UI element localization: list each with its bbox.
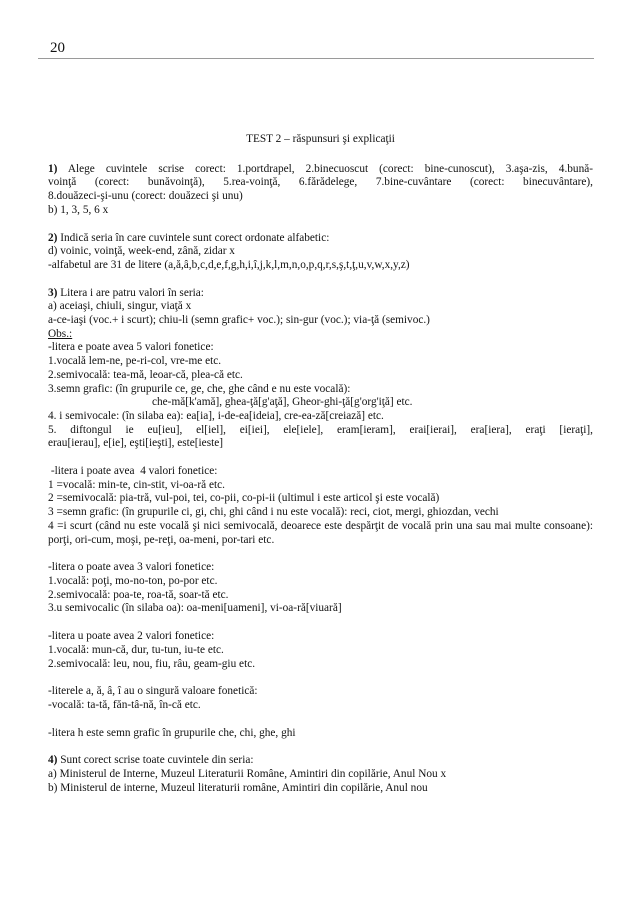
e-values-line: 3.semn grafic: (în grupurile ce, ge, che, ghe când e nu este vocală):	[48, 382, 351, 395]
other-values-line: -vocală: ta-tă, făn-tâ-nă, în-că etc.	[48, 698, 201, 711]
q3-answer: a) aceiaşi, chiuli, singur, viaţă x	[48, 300, 192, 313]
page-number: 20	[50, 40, 65, 56]
o-values-line: 1.vocală: poţi, mo-no-ton, po-por etc.	[48, 574, 218, 587]
i-values-block	[48, 465, 593, 547]
other-values-line: -literele a, ă, â, î au o singură valoare fonetică:	[48, 685, 258, 698]
q2-line-1: 2) Indică seria în care cuvintele sunt corect ordonate alfabetic:	[48, 231, 330, 244]
u-values-block	[48, 630, 593, 671]
q3-syllables: a-ce-iaşi (voc.+ i scurt); chiu-li (semn grafic+ voc.); sin-gur (voc.); via-ţă (semivoc.)	[48, 314, 430, 327]
i-values-line: -litera i poate avea 4 valori fonetice:	[48, 465, 218, 478]
q1-line-1: 1) Alege cuvintele scrise corect: 1.portdrapel, 2.binecuoscut (corect: bine-cunoscut), 3.aşa-zis, 4.bună-	[48, 162, 593, 175]
header-rule	[38, 58, 594, 59]
q1-line-3: 8.douăzeci-şi-unu (corect: douăzeci şi unu)	[48, 190, 243, 203]
q1-line-2: voinţă (corect: bunăvoinţă), 5.rea-voinţă, 6.fărădelege, 7.bine-cuvântare (corect: binecuvântare),	[48, 176, 593, 189]
i-values-line: 2 =semivocală: pia-tră, vul-poi, tei, co-pii, co-pi-ii (ultimul i este articol şi este vocală)	[48, 492, 440, 505]
e-values-line: 1.vocală lem-ne, pe-ri-col, vre-me etc.	[48, 355, 222, 368]
i-values-line: 4 =i scurt (când nu este vocală şi nici semivocală, deoarece este despărţit de vocală prin una sau mai multe consoane): porţi, ori-cum, moşi, pe-reţi, oa-meni, por-tari etc.	[48, 519, 593, 546]
o-values-line: 2.semivocală: poa-te, roa-tă, soar-tă etc.	[48, 588, 229, 601]
other-values-block	[48, 685, 593, 712]
u-values-line: -litera u poate avea 2 valori fonetice:	[48, 630, 215, 643]
e-values-line: 4. i semivocale: (în silaba ea): ea[ia], i-de-ea[ideia], cre-ea-ză[creiază] etc.	[48, 409, 384, 422]
e-values-line: erau[ierau], e[ie], eşti[ieşti], este[ieste]	[48, 437, 224, 450]
o-values-line: 3.u semivocalic (în silaba oa): oa-meni[uameni], vi-oa-ră[viuară]	[48, 602, 342, 615]
e-values-line: 2.semivocală: tea-mă, leoar-că, plea-că etc.	[48, 368, 243, 381]
q3-line-1: 3) Litera i are patru valori în seria:	[48, 286, 204, 299]
document-body	[48, 133, 593, 809]
q2-alphabet-note: -alfabetul are 31 de litere (a,ă,â,b,c,d,e,f,g,h,i,î,j,k,l,m,n,o,p,q,r,s,ş,t,ţ,u,v,w,x,y,z)	[48, 258, 410, 271]
e-values-line: -litera e poate avea 5 valori fonetice:	[48, 341, 214, 354]
q1-answer: b) 1, 3, 5, 6 x	[48, 203, 109, 216]
e-values-line: che-mă[k'amă], ghea-ţă[g'aţă], Gheor-ghi-ţă[g'org'iţă] etc.	[152, 396, 413, 409]
q4-option-b: b) Ministerul de interne, Muzeul literaturii române, Amintiri din copilărie, Anul nou	[48, 781, 428, 794]
question-2	[48, 232, 593, 273]
i-values-line: 3 =semn grafic: (în grupurile ci, gi, chi, ghi când i nu este vocală): reci, ciot, mergi, ghiozdan, vechi	[48, 506, 499, 519]
h-value-block	[48, 727, 593, 741]
o-values-line: -litera o poate avea 3 valori fonetice:	[48, 561, 215, 574]
u-values-line: 1.vocală: mun-că, dur, tu-tun, iu-te etc.	[48, 643, 224, 656]
q4-option-a: a) Ministerul de Interne, Muzeul Literaturii Române, Amintiri din copilărie, Anul Nou x	[48, 768, 447, 781]
question-1	[48, 163, 593, 218]
document-title: TEST 2 – răspunsuri şi explicaţii	[246, 133, 395, 145]
i-values-line: 1 =vocală: min-te, cin-stit, vi-oa-ră etc.	[48, 478, 226, 491]
question-4	[48, 754, 593, 795]
o-values-block	[48, 561, 593, 616]
question-3	[48, 287, 593, 451]
h-value-line: -litera h este semn grafic în grupurile che, chi, ghe, ghi	[48, 726, 296, 739]
q2-answer: d) voinic, voinţă, week-end, zână, zidar x	[48, 245, 235, 258]
u-values-line: 2.semivocală: leu, nou, fiu, râu, geam-giu etc.	[48, 657, 256, 670]
q4-line-1: 4) Sunt corect scrise toate cuvintele din seria:	[48, 754, 254, 767]
e-values-line: 5. diftongul ie eu[ieu], el[iel], ei[iei], ele[iele], eram[ieram], erai[ierai], era[iera], eraţi [ieraţi],	[48, 423, 593, 436]
q3-obs-label: Obs.:	[48, 327, 73, 340]
